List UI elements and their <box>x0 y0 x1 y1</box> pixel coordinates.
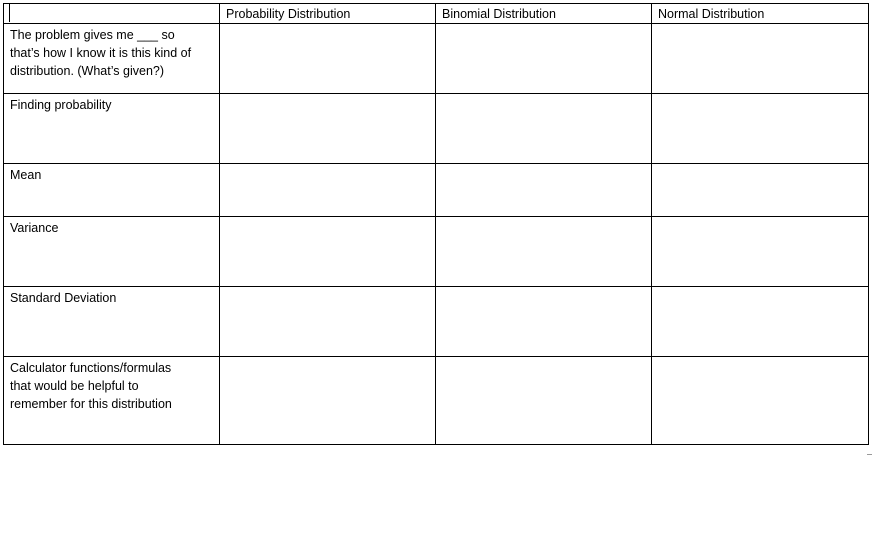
cell-normal-calculator-functions[interactable] <box>652 357 869 445</box>
cell-binomial-variance[interactable] <box>436 217 652 287</box>
cell-probability-finding-probability[interactable] <box>220 94 436 164</box>
table-row <box>4 357 869 445</box>
cell-binomial-calculator-functions[interactable] <box>436 357 652 445</box>
cell-probability-calculator-functions[interactable] <box>220 357 436 445</box>
table-edge-marker <box>867 454 872 455</box>
table-row <box>4 24 869 94</box>
cell-probability-standard-deviation[interactable] <box>220 287 436 357</box>
cell-normal-standard-deviation[interactable] <box>652 287 869 357</box>
cell-marker <box>9 4 10 22</box>
row-label-calculator-functions[interactable]: Calculator functions/formulas that would be helpful to remember for this distribution <box>4 357 220 445</box>
cell-binomial-whats-given[interactable] <box>436 24 652 94</box>
table-header-row <box>4 4 869 24</box>
row-label-variance[interactable]: Variance <box>4 217 220 287</box>
cell-normal-variance[interactable] <box>652 217 869 287</box>
row-label-mean[interactable]: Mean <box>4 164 220 217</box>
column-header-binomial-distribution[interactable]: Binomial Distribution <box>436 4 652 24</box>
cell-binomial-standard-deviation[interactable] <box>436 287 652 357</box>
cell-probability-mean[interactable] <box>220 164 436 217</box>
column-header-probability-distribution[interactable]: Probability Distribution <box>220 4 436 24</box>
corner-cell[interactable] <box>4 4 220 24</box>
column-header-normal-distribution[interactable]: Normal Distribution <box>652 4 869 24</box>
cell-binomial-finding-probability[interactable] <box>436 94 652 164</box>
cell-binomial-mean[interactable] <box>436 164 652 217</box>
row-label-finding-probability[interactable]: Finding probability <box>4 94 220 164</box>
table-row <box>4 94 869 164</box>
table-row <box>4 217 869 287</box>
cell-normal-finding-probability[interactable] <box>652 94 869 164</box>
cell-normal-whats-given[interactable] <box>652 24 869 94</box>
cell-normal-mean[interactable] <box>652 164 869 217</box>
row-label-whats-given[interactable]: The problem gives me ___ so that’s how I know it is this kind of distribution. (What’s given?) <box>4 24 220 94</box>
row-label-standard-deviation[interactable]: Standard Deviation <box>4 287 220 357</box>
table-row <box>4 164 869 217</box>
table-row <box>4 287 869 357</box>
cell-probability-variance[interactable] <box>220 217 436 287</box>
distribution-worksheet-table <box>3 3 869 445</box>
cell-probability-whats-given[interactable] <box>220 24 436 94</box>
